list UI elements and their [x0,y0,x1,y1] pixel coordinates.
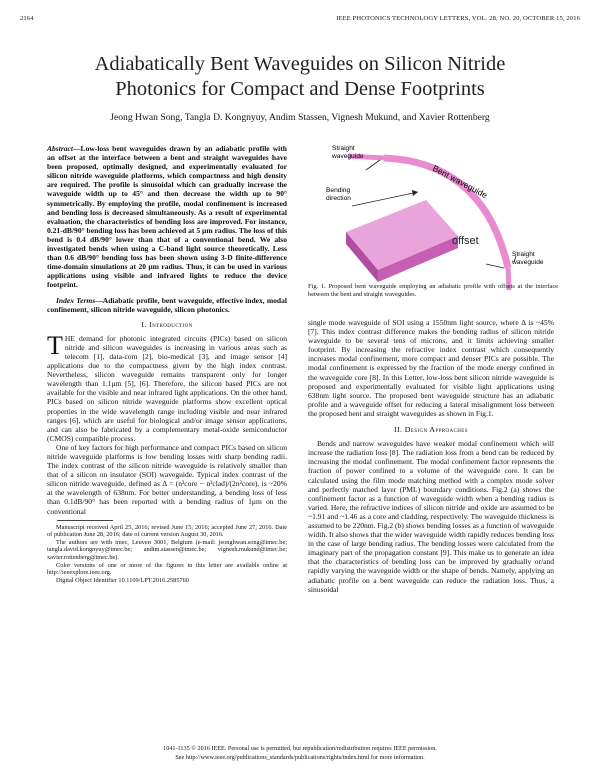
footnote-affiliation: The authors are with imec, Leuven 3001, Belgium (e-mail: jeonghwan.song@imec.be; tangla.david.kongnyuy@imec.be; andim.stassen@imec.be; vignesh.mukund@imec.be; xavier.rottenberg@imec.be). [47,538,287,562]
paper-title [0,52,600,102]
title-line-2: Photonics for Compact and Dense Footprints [115,78,485,100]
footer-copyright: 1041-1135 © 2016 IEEE. Personal use is permitted, but republication/redistribution requires IEEE permission. [163,745,437,752]
label-straight-top-1: Straight [332,145,355,152]
page-number: 2164 [20,15,34,22]
title-line-1: Adiabatically Bent Waveguides on Silicon Nitride [94,53,506,75]
figure-1-caption: Fig. 1. Proposed bent waveguide employing an adiabatic profile with offsets at the interface between the bent and straight waveguides. [308,283,558,298]
footnote-received: Manuscript received April 25, 2016; revised June 15, 2016; accepted June 27, 2016. Date of publication June 28, 2016; date of current version August 30, 2016. [47,523,287,539]
left-column [47,144,287,584]
label-straight-bottom-1: Straight [512,251,535,258]
index-terms-label: Index Terms [56,295,96,305]
arrow-straight-top [366,160,380,170]
intro-paragraph-1-text: HE demand for photonic integrated circuits (PICs) based on silicon nitride and silicon waveguides is increasing in various areas such as telecom [1], data-com [2], bio-medical [3], and image sensor [4] applications due to the compactness given by the high index contrast. Nevertheless, silicon waveguide remains transparent only for longer wavelength than 1.1μm [5], [6]. Therefore, the silicon based PICs are not available for the visible and near infrared light applications. On the other hand, PICs based on silicon nitride waveguide platforms show excellent optical properties in the wide wavelength range including visible and near infrared ranges [6], which are useful for biological and/or image sensor applications, and can also be fabricated by a complementary metal-oxide semiconductor (CMOS) compatible process. [47,333,287,443]
right-column [308,318,554,594]
label-bent-waveguide: Bent waveguide [431,162,490,201]
label-bending-1: Bending [326,187,351,194]
right-paragraph-1: single mode waveguide of SOI using a 1550nm light source, where Δ is ~45% [7]. This index contrast difference makes the bending radius of silicon nitride waveguide to be several tens of microns, and it limits achieving smaller footprint. By increasing the refractive index contrast which consequently increases modal confinement, more compact and denser PICs are possible. The modal confinement is expressed by the fraction of the mode energy confined in the waveguide core [8]. In this Letter, low-loss bent silicon nitride waveguide is proposed and experimentally evaluated for visible light applications using 638nm light source. The proposed bent waveguide structure has an adiabatic profile and a waveguide offset for reducing a lateral misalignment loss between the proposed bent and straight waveguides as shown in Fig.1. [308,318,554,418]
bending-arrowhead [412,190,418,196]
section-2-heading: II. Design Approaches [394,425,468,435]
footnote-color: Color versions of one or more of the figures in this letter are available online at http://ieeexplore.ieee.org. [47,561,287,577]
footnote-doi: Digital Object Identifier 10.1109/LPT.2016.2585760 [56,576,189,584]
design-paragraph-1: Bends and narrow waveguides have weaker modal confinement which will increase the radiation loss [8]. The radiation loss from a bend can be reduced by increasing the modal confinement. The modal confinement factor represents the fraction of power confined to a volume of the waveguide core. It can be calculated using the film mode matching method with a complex mode solver and perfectly matched layer (PML) boundary conditions. Fig.2 (a) shows the confinement factor as a function of waveguide width when a bending radius is varied. Here, the refractive indices of silicon nitride and oxide are assumed to be ~1.91 and ~1.46 as a core and cladding, respectively. The waveguide thickness is assumed to be 220nm. Fig.2 (b) shows bending losses as a function of waveguide width. It also shows that the wider waveguide width rapidly reduces bending loss in the case of large bending radius. The bending losses were calculated from the imaginary part of the propagation constant [9]. This make us to generate an idea that the characteristics of bending loss can be improved by gradually or/and rapidly varying the waveguide width or the shape of bends. Namely, applying an adiabatic profile on a bent waveguide can reduce the radiation loss. Thus, a sinusoidal [308,439,554,594]
intro-paragraph-2: One of key factors for high performance and compact PICs based on silicon nitride waveguide platforms is low bending losses with sharp bending radii. The index contrast of the silicon nitride waveguide is relatively smaller than that of a silicon on insulator (SOI) waveguide. Typical index contrast of the silicon nitride waveguide, defined as Δ = (n²core − n²clad)/(2n²core), is ~20% at the wavelength of 638nm. For better understanding, a bending loss of less than 0.1dB/90° has been reported with a bending radius of 1μm on the conventional [47,442,287,516]
arrow-offset [486,264,504,268]
abstract [47,144,287,290]
label-straight-bottom-2: waveguide [512,259,544,266]
label-straight-top-2: waveguide [332,153,364,160]
label-offset: offset [452,235,479,247]
abstract-text: —Low-loss bent waveguides drawn by an adiabatic profile with an offset at the interface between a bent and straight waveguides have been proposed, optimally designed, and experimentally evaluated for silicon nitride waveguide platforms, which compactness and high density are required. The profile is sinusoidal which can gradually increase the waveguide width up to 45° and then decrease the width up to 90° symmetrically. By employing the profile, modal confinement is increased and bending loss is decreased simultaneously. As a result of experimental evaluation, the characteristics of bending loss are improved. For instance, 0.21-dB/90° bending loss has been achieved at 5 μm radius. The loss of this bend is 0.4 dB/90° lower than that of a conventional bend. We also investigated bends when using a C-band light source theoretically. Less than 0.6 dB/90° bending loss has been shown using 3-D finite-difference time-domain simulations at 20 μm radius. Thus, it can be used in various applications using visible and infrared lights to reduce the device footprint. [47,144,287,290]
drop-cap: T [47,330,63,360]
footnote-rule [57,520,113,521]
intro-paragraph-1 [47,330,287,443]
section-1-heading: I. Introduction [141,319,193,329]
figure-1-diagram [308,140,558,290]
index-terms-text: —Adiabatic profile, bent waveguide, effective index, modal confinement, silicon nitride waveguide, silicon photonics. [47,295,287,314]
footnotes [47,524,287,585]
journal-header: IEEE PHOTONICS TECHNOLOGY LETTERS, VOL. 28, NO. 20, OCTOBER 15, 2016 [336,15,580,22]
footer-rights-link: See http://www.ieee.org/publications_standards/publications/rights/index.html for more information. [175,754,425,761]
label-bending-2: direction [326,195,351,202]
bending-direction-arrow [352,192,418,206]
index-terms [47,296,287,314]
figure-1 [308,140,558,290]
abstract-label: Abstract [47,144,73,153]
author-list: Jeong Hwan Song, Tangla D. Kongnyuy, Andim Stassen, Vignesh Mukund, and Xavier Rottenberg [110,112,490,123]
